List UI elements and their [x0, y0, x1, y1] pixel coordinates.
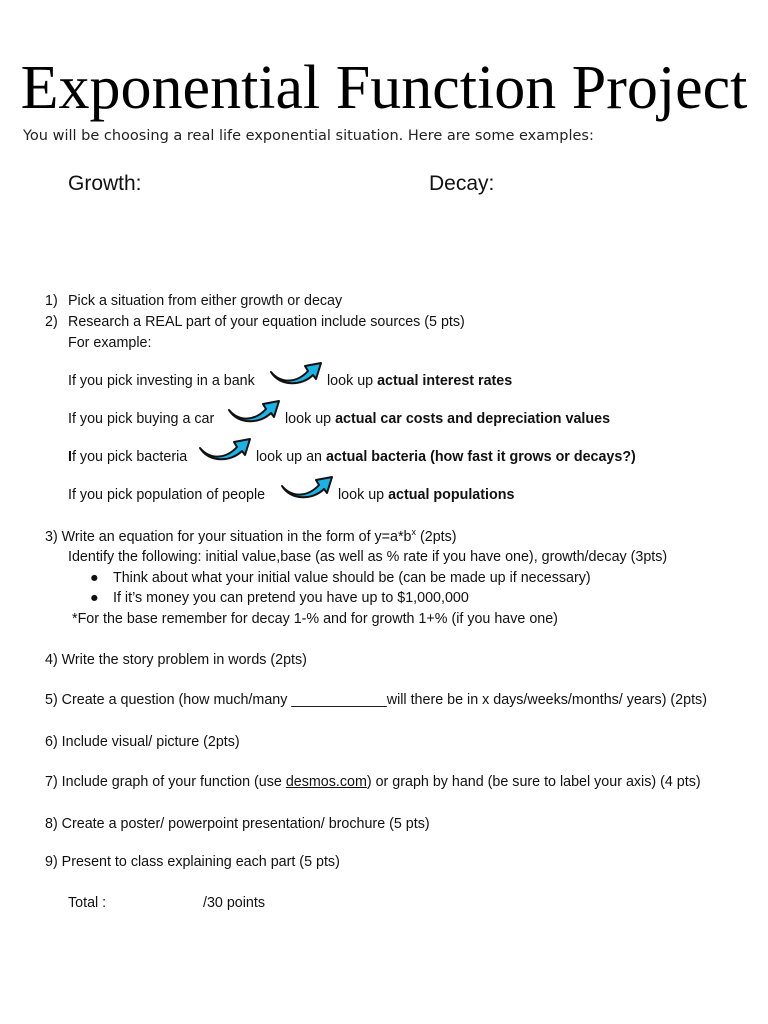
step-2-text: Research a REAL part of your equation include sources (5 pts)	[68, 314, 465, 330]
step-3-points: (2pts)	[419, 529, 457, 545]
step-3-identify: Identify the following: initial value,base (as well as % rate if you have one), growth/decay (3pts)	[68, 549, 668, 565]
step-7-pre: 7) Include graph of your function (use	[45, 774, 286, 790]
example-bacteria-initial: I	[68, 449, 72, 465]
step-5-text: 5) Create a question (how much/many ____________will there be in x days/weeks/months/ years) (2pts)	[45, 692, 707, 708]
example-population-target: actual populations	[388, 487, 515, 503]
step-7-text	[45, 772, 701, 792]
bullet-dot: ●	[90, 570, 99, 586]
example-car-text: If you pick buying a car	[68, 411, 215, 427]
desmos-link[interactable]: desmos.com	[285, 774, 367, 790]
for-example-label: For example:	[68, 335, 152, 351]
step-3-bullet-2: If it’s money you can pretend you have up to $1,000,000	[113, 590, 469, 606]
example-bacteria-text: f you pick bacteria	[71, 449, 188, 465]
example-car-target: actual car costs and depreciation values	[335, 411, 611, 427]
example-bank-target: actual interest rates	[377, 373, 513, 389]
step-3-bullet-1: Think about what your initial value should be (can be made up if necessary)	[113, 570, 591, 586]
step-1-text: Pick a situation from either growth or decay	[68, 293, 343, 309]
step-1-number: 1)	[45, 293, 58, 309]
step-3-note: *For the base remember for decay 1-% and for growth 1+% (if you have one)	[72, 611, 558, 627]
step-7-post: ) or graph by hand (be sure to label your axis) (4 pts)	[366, 774, 701, 790]
step-9-text: 9) Present to class explaining each part (5 pts)	[45, 854, 340, 870]
example-car-lookup: look up	[285, 411, 332, 427]
example-bank-lookup: look up	[327, 373, 374, 389]
example-bacteria-target: actual bacteria (how fast it grows or decays?)	[325, 449, 636, 465]
example-population-lookup: look up	[338, 487, 385, 503]
step-8-text: 8) Create a poster/ powerpoint presentation/ brochure (5 pts)	[45, 816, 430, 832]
curved-right-arrow-icon	[226, 390, 282, 426]
step-2-number: 2)	[45, 314, 58, 330]
step-3-text	[45, 527, 457, 547]
step-6-text: 6) Include visual/ picture (2pts)	[45, 734, 240, 750]
total-label: Total :	[68, 895, 107, 911]
step-3-exponent: x	[411, 527, 416, 537]
example-bacteria-lookup: look up an	[256, 449, 322, 465]
curved-right-arrow-icon	[197, 428, 253, 464]
step-4-text: 4) Write the story problem in words (2pts)	[45, 652, 307, 668]
curved-right-arrow-icon	[279, 466, 335, 502]
page-title: Exponential Function Project	[20, 54, 748, 122]
curved-right-arrow-icon	[268, 352, 324, 388]
step-3-equation: 3) Write an equation for your situation in the form of y=a*b	[45, 529, 412, 545]
example-bank-text: If you pick investing in a bank	[68, 373, 255, 389]
example-population-text: If you pick population of people	[68, 487, 266, 503]
intro-text: You will be choosing a real life exponential situation. Here are some examples:	[23, 128, 594, 144]
decay-heading: Decay:	[429, 172, 495, 195]
growth-heading: Growth:	[68, 172, 142, 195]
bullet-dot: ●	[90, 590, 99, 606]
total-points: /30 points	[203, 895, 265, 911]
